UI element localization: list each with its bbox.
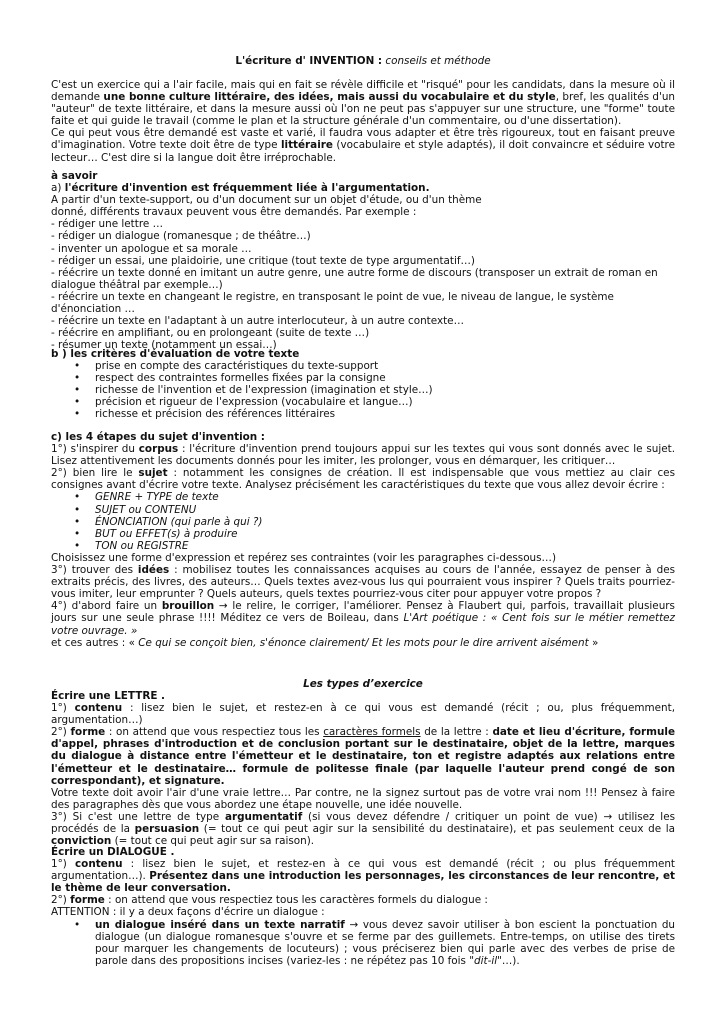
list-item: • précision et rigueur de l'expression (vocabulaire et langue…) [51,396,675,408]
a-savoir-line: A partir d'un texte-support, ou d'un document sur un objet d'étude, ou d'un thème [51,194,482,207]
a-savoir-heading: à savoir [51,170,98,182]
dialogue-section [51,846,675,967]
task-item: - réécrire un texte en changeant le registre, en transposant le point de vue, le niveau de langue, le système d'énonciation … [51,290,614,316]
lettre-heading: Écrire une LETTRE . [51,690,165,702]
document-title [51,55,675,67]
task-item: - réécrire un texte en l'adaptant à un autre interlocuteur, à un autre contexte… [51,315,464,328]
list-item: • ÉNONCIATION (qui parle à qui ?) [51,516,675,528]
intro-paragraph-1: C'est un exercice qui a l'air facile, mais qui en fait se révèle difficile et "risqué" pour les candidats, dans la mesure où il demande une bonne culture littéraire, des idées, mais aussi du vocabulaire et du style, bref, les qualités d'un "auteur" de texte littéraire, et dans la mesure aussi où l'on ne peut pas s'appuyer sur une structure, une "forme" toute faite et qui guide le travail (comme le plan et la structure générale d'un commentaire, ou d'une dissertation). [51,79,675,128]
dialogue-heading: Écrire un DIALOGUE . [51,846,175,858]
task-item: - rédiger un dialogue (romanesque ; de théâtre…) [51,230,311,243]
types-heading: Les types d’exercice [303,678,423,690]
list-item: • GENRE + TYPE de texte [51,491,675,503]
list-item: • richesse et précision des références littéraires [51,408,675,420]
dialogue-list [51,919,675,967]
task-item: - inventer un apologue et sa morale … [51,242,252,255]
dialogue-forme: 2°) forme : on attend que vous respectiez tous les caractères formels du dialogue : [51,894,488,907]
etape-4: 4°) d'abord faire un brouillon → le relire, le corriger, l'améliorer. Pensez à Flaubert qui, parfois, travaillait plusieurs jours sur une seule phrase !!!! Méditez ce vers de Boileau, dans L'Art poétique : « Cent fois sur le métier remettez votre ouvrage. » [51,600,675,637]
a-savoir-line: donné, différents travaux peuvent vous être demandés. Par exemple : [51,206,417,219]
list-item: • respect des contraintes formelles fixées par la consigne [51,372,675,384]
task-item: - réécrire un texte donné en imitant un autre genre, une autre forme de discours (transposer un extrait de roman en dialogue théâtral par exemple…) [51,266,658,291]
etape-3: 3°) trouver des idées : mobilisez toutes les connaissances acquises au cours de l'année, essayez de penser à des extraits précis, des livres, des auteurs… Quels textes avez-vous lus qui pourraient vous inspirer ? Quels traits pourriez-vous imiter, leur emprunter ? Quels auteurs, quels textes pourriez-vous citer pour appuyer votre propos ? [51,564,675,601]
list-item: • richesse de l'invention et de l'expression (imagination et style…) [51,384,675,396]
dialogue-contenu: 1°) contenu : lisez bien le sujet, et restez-en à ce qui vous est demandé (récit ; ou plus fréquemment argumentation…). Présentez dans une introduction les personnages, les circonstances de leur rencontre, et le thème de leur conversation. [51,858,675,895]
list-item: • prise en compte des caractéristiques du texte-support [51,360,675,372]
lettre-argumentatif: 3°) Si c'est une lettre de type argumentatif (si vous devez défendre / critiquer un point de vue) → utilisez les procédés de la persuasion (= tout ce qui peut agir sur la sensibilité du destinataire), et pas seulement ceux de la conviction (= tout ce qui peut agir sur sa raison). [51,810,675,848]
intro-paragraph-2: Ce qui peut vous être demandé est vaste et varié, il faudra vous adapter et être très rigoureux, tout en faisant preuve d'imagination. Votre texte doit être de type littéraire (vocabulaire et style adaptés), il doit convaincre et séduire votre lecteur… C'est dire si la langue doit être irréprochable. [51,127,675,164]
etape-4-quote: et ces autres : « Ce qui se conçoit bien, s'énonce clairement/ Et les mots pour le dire arrivent aisément » [51,636,599,649]
lettre-note: Votre texte doit avoir l'air d'une vraie lettre… Par contre, ne la signez surtout pas de votre vrai nom !!! Pensez à faire des paragraphes dès que vous abordez une étape nouvelle, une idée nouvelle. [51,786,675,811]
title-subtitle: conseils et méthode [385,55,491,67]
etape-1: 1°) s'inspirer du corpus : l'écriture d'invention prend toujours appui sur les textes qui vous sont donnés avec le sujet. Lisez attentivement les documents donnés pour les imiter, les prolonger, vous en démarquer, les critiquer… [51,443,675,468]
list-item: • TON ou REGISTRE [51,540,675,552]
etape-2: 2°) bien lire le sujet : notamment les consignes de création. Il est indispensable que vous mettiez au clair ces consignes avant d'écrire votre texte. Analysez précisément les caractéristiques du texte que vous allez devoir écrire : [51,467,675,492]
a-savoir-subheading: a) l'écriture d'invention est fréquemment liée à l'argumentation. [51,182,430,195]
dialogue-attention: ATTENTION : il y a deux façons d'écrire un dialogue : [51,906,325,919]
lettre-forme: 2°) forme : on attend que vous respectiez tous les caractères formels de la lettre : date et lieu d'écriture, formule d'appel, phrases d'introduction et de conclusion portant sur le destinataire, objet de la lettre, marques du dialogue à distance entre l'émetteur et le destinataire, ton et registre adaptés aux relations entre l'émetteur et le destinataire… formule de politesse finale (par laquelle l'auteur prend congé de son correspondant), et signature. [51,726,675,787]
criteres-section [51,348,675,421]
title-main: L'écriture d' INVENTION : [235,55,383,67]
criteres-heading: b ) les critères d'évaluation de votre texte [51,348,300,360]
criteres-list [51,360,675,420]
task-item: - rédiger un essai, une plaidoirie, une critique (tout texte de type argumentatif…) [51,254,475,267]
task-item: - résumer un texte (notamment un essai…) [51,339,277,352]
lettre-section [51,690,675,847]
task-item: - rédiger une lettre … [51,218,163,231]
list-item: • SUJET ou CONTENU [51,504,675,516]
intro-section [51,79,675,164]
list-item: • BUT ou EFFET(s) à produire [51,528,675,540]
task-item: - réécrire en amplifiant, ou en prolongeant (suite de texte …) [51,327,370,340]
etapes-heading: c) les 4 étapes du sujet d'invention : [51,431,265,443]
a-savoir-section [51,170,675,351]
etapes-section [51,431,675,649]
list-item: • un dialogue inséré dans un texte narratif → vous devez savoir utiliser à bon escient la ponctuation du dialogue (un dialogue romanesque s'ouvre et se ferme par des guillemets. Entre-temps, on utilise des tirets pour marquer les changements de locuteurs) ; vous préciserez bien qui parle avec des verbes de prise de parole dans des propositions incises (variez-les : ne répétez pas 10 fois "dit-il"…). [51,919,675,967]
lettre-contenu: 1°) contenu : lisez bien le sujet, et restez-en à ce qui vous est demandé (récit ; ou, plus fréquemment, argumentation…) [51,702,675,727]
etape-2-list [51,491,675,551]
etape-2-note: Choisissez une forme d'expression et repérez ses contraintes (voir les paragraphes ci-dessous…) [51,551,556,564]
